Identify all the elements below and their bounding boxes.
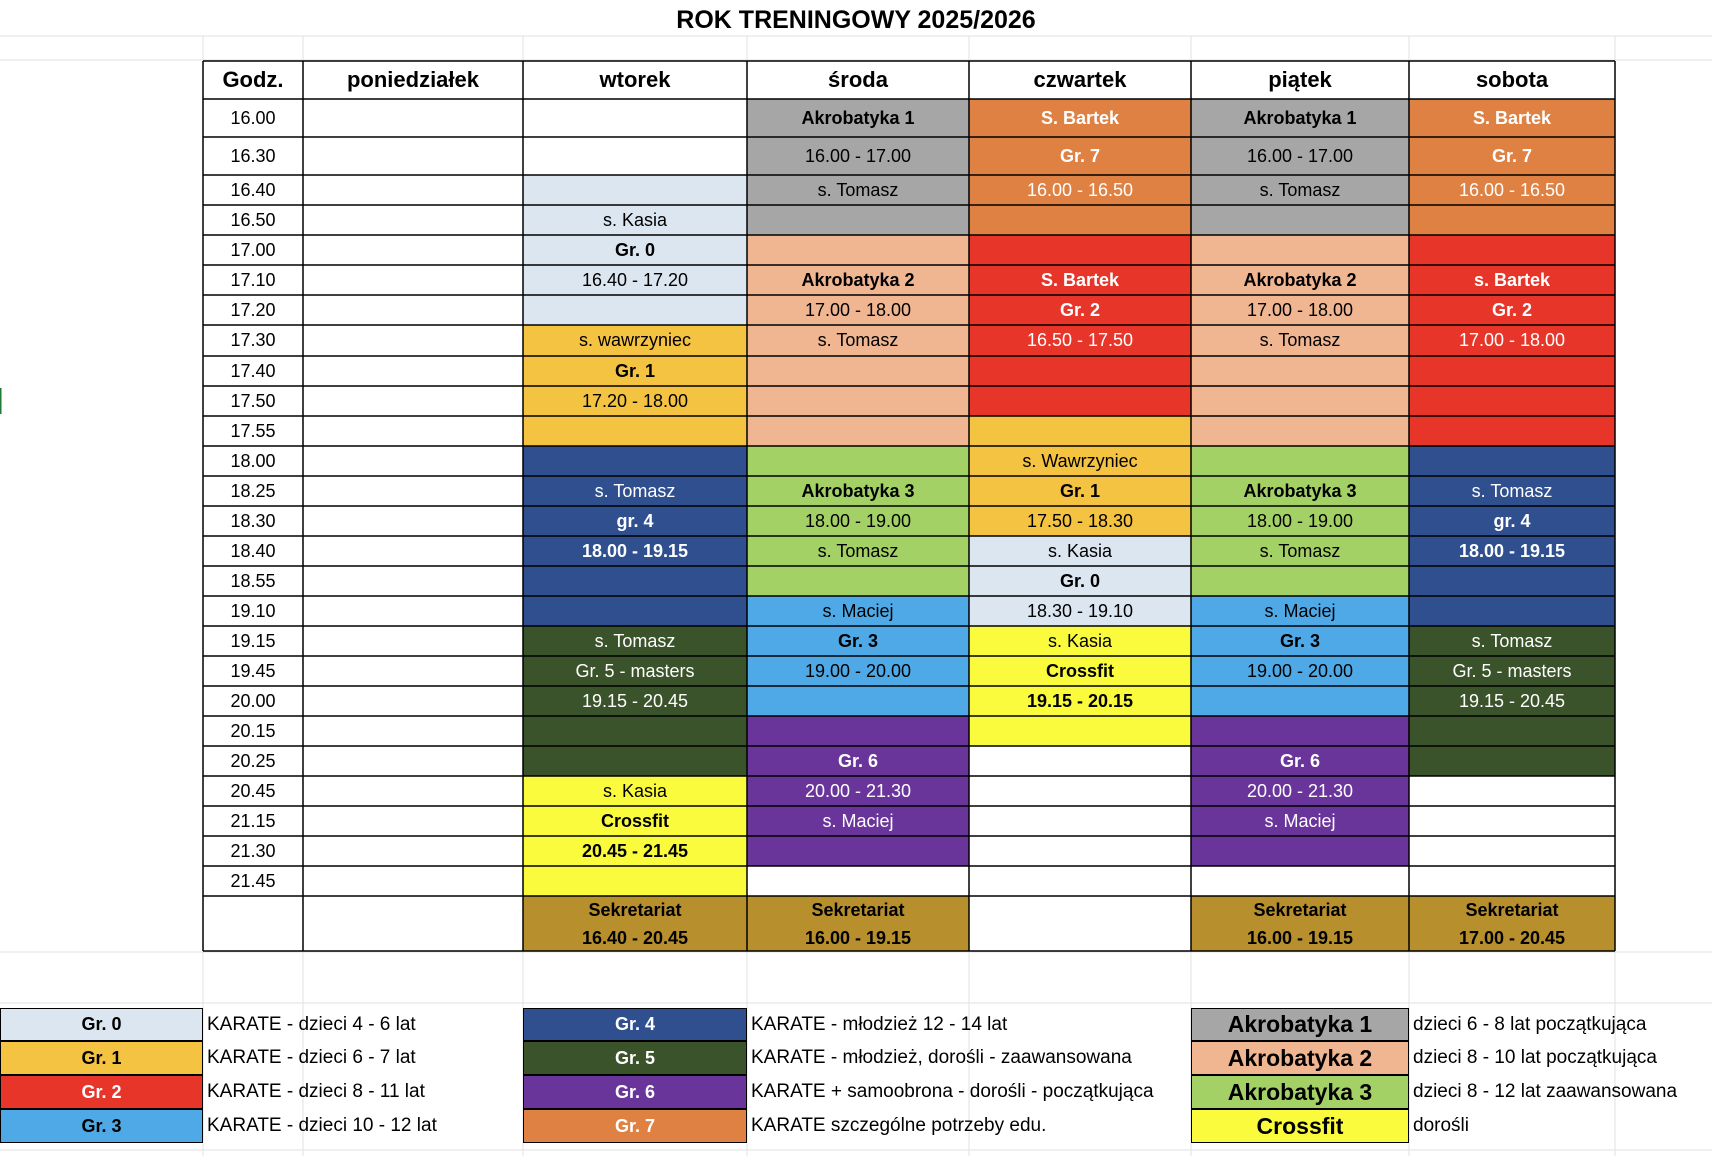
time-cell: 18.00: [230, 450, 276, 471]
mon-gr0-text: Gr. 0: [614, 239, 656, 260]
wed-crossfit-text: Crossfit: [1045, 660, 1114, 681]
tue-gr6-text: Gr. 6: [837, 750, 879, 771]
thu-gr3-text: s. Maciej: [1264, 600, 1336, 621]
legend-gr3-code: Gr. 3: [0, 1109, 203, 1143]
legend-gr6-desc: KARATE + samoobrona - dorośli - początkująca: [751, 1081, 1154, 1102]
fri-gr7-text: Gr. 7: [1491, 145, 1533, 166]
mon-gr4-text: gr. 4: [616, 510, 654, 531]
mon-gr1-text: s. wawrzyniec: [578, 330, 692, 350]
wed-gr0-text: Gr. 0: [1059, 570, 1101, 591]
time-cell: 21.45: [230, 870, 276, 891]
sekretariat-hours: 16.40 - 20.45: [581, 927, 689, 948]
sekretariat-label: Sekretariat: [588, 899, 682, 920]
mon-gr5-text: 19.15 - 20.45: [581, 690, 689, 711]
thu-gr6-text: 20.00 - 21.30: [1246, 780, 1354, 801]
legend-gr7-code: Gr. 7: [523, 1109, 747, 1143]
time-cell: 17.50: [230, 390, 276, 411]
time-cell: 16.50: [230, 209, 276, 230]
tue-gr3-text: s. Maciej: [822, 600, 894, 621]
tue-gr3-text: 19.00 - 20.00: [804, 660, 912, 681]
mon-gr5-text: s. Tomasz: [594, 630, 676, 651]
time-cell: 19.15: [230, 630, 276, 651]
time-cell: 16.40: [230, 179, 276, 200]
header-1: poniedziałek: [346, 67, 480, 92]
header-5: piątek: [1268, 67, 1332, 92]
wed-gr7-text: Gr. 7: [1059, 145, 1101, 166]
time-cell: 17.55: [230, 420, 276, 441]
legend-gr5-desc: KARATE - młodzież, dorośli - zaawansowana: [751, 1047, 1132, 1068]
sekretariat-tue: [747, 896, 969, 951]
time-cell: 17.40: [230, 360, 276, 381]
header-4: czwartek: [1033, 67, 1127, 92]
sekretariat-fri: [1409, 896, 1615, 951]
fri-gr4-text: gr. 4: [1493, 510, 1531, 531]
fri-gr2-text: s. Bartek: [1473, 269, 1551, 290]
tue-akro2-text: Akrobatyka 2: [801, 269, 915, 290]
time-cell: 17.20: [230, 299, 276, 320]
legend-gr1-code: Gr. 1: [0, 1041, 203, 1075]
legend-gr2-desc: KARATE - dzieci 8 - 11 lat: [207, 1081, 425, 1102]
wed-gr0-text: 18.30 - 19.10: [1026, 600, 1134, 621]
wed-gr0-text: s. Kasia: [1047, 540, 1113, 561]
thu-gr3-text: Gr. 3: [1279, 630, 1321, 651]
tue-akro1-text: 16.00 - 17.00: [804, 145, 912, 166]
mon-gr0-text: 16.40 - 17.20: [581, 269, 689, 290]
tue-akro3-text: Akrobatyka 3: [801, 480, 915, 501]
time-cell: 17.30: [230, 330, 276, 350]
legend-gr4-desc: KARATE - młodzież 12 - 14 lat: [751, 1013, 1008, 1035]
legend-crossfit-code: Crossfit: [1191, 1109, 1409, 1143]
tue-akro2-text: 17.00 - 18.00: [804, 299, 912, 320]
legend-akro2-code: Akrobatyka 2: [1191, 1041, 1409, 1075]
time-cell: 17.00: [230, 239, 276, 260]
sekretariat-label: Sekretariat: [1465, 899, 1559, 920]
legend-gr0-code: Gr. 0: [0, 1008, 203, 1041]
wed-gr2-text: Gr. 2: [1059, 299, 1101, 320]
time-cell: 21.30: [230, 840, 276, 861]
thu-akro3-text: Akrobatyka 3: [1243, 480, 1357, 501]
mon-crossfit-text: s. Kasia: [602, 780, 668, 801]
tue-akro3-text: s. Tomasz: [817, 540, 899, 561]
time-cell: 18.55: [230, 570, 276, 591]
sekretariat-hours: 16.00 - 19.15: [804, 927, 912, 948]
mon-gr4-text: 18.00 - 19.15: [581, 540, 689, 561]
thu-akro1-text: 16.00 - 17.00: [1246, 145, 1354, 166]
tue-gr6-text: 20.00 - 21.30: [804, 780, 912, 801]
tue-akro1-text: s. Tomasz: [817, 179, 899, 200]
wed-gr1-text: 17.50 - 18.30: [1026, 510, 1134, 531]
thu-akro3-text: 18.00 - 19.00: [1246, 510, 1354, 531]
legend-crossfit-desc: dorośli: [1413, 1115, 1469, 1136]
tue-akro3-text: 18.00 - 19.00: [804, 510, 912, 531]
time-cell: 20.00: [230, 690, 276, 711]
wed-gr7-text: S. Bartek: [1040, 107, 1120, 128]
thu-gr6-text: Gr. 6: [1279, 750, 1321, 771]
thu-gr3-text: 19.00 - 20.00: [1246, 660, 1354, 681]
legend-akro2-desc: dzieci 8 - 10 lat początkująca: [1413, 1047, 1657, 1068]
mon-crossfit-text: 20.45 - 21.45: [581, 840, 689, 861]
time-cell: 18.40: [230, 540, 276, 561]
tue-gr3-text: Gr. 3: [837, 630, 879, 651]
legend-gr3-desc: KARATE - dzieci 10 - 12 lat: [207, 1115, 437, 1136]
sekretariat-mon: [523, 896, 747, 951]
time-cell: 20.45: [230, 780, 276, 801]
fri-gr4-text: 18.00 - 19.15: [1458, 540, 1566, 561]
time-cell: 18.25: [230, 480, 276, 501]
legend-akro1-desc: dzieci 6 - 8 lat początkująca: [1413, 1013, 1647, 1035]
time-cell: 20.25: [230, 750, 276, 771]
legend-gr0-desc: KARATE - dzieci 4 - 6 lat: [207, 1013, 416, 1035]
tue-akro1-text: Akrobatyka 1: [801, 107, 915, 128]
tue-akro2-text: s. Tomasz: [817, 330, 899, 350]
legend-gr7-desc: KARATE szczególne potrzeby edu.: [751, 1115, 1047, 1136]
thu-akro2-text: s. Tomasz: [1259, 330, 1341, 350]
time-cell: 19.10: [230, 600, 276, 621]
mon-crossfit-text: Crossfit: [600, 810, 669, 831]
schedule-title: ROK TRENINGOWY 2025/2026: [676, 6, 1036, 34]
fri-gr4-text: s. Tomasz: [1471, 480, 1553, 501]
legend-gr4-code: Gr. 4: [523, 1008, 747, 1041]
fri-gr7-text: S. Bartek: [1472, 107, 1552, 128]
thu-akro1-text: Akrobatyka 1: [1243, 107, 1357, 128]
legend-gr1-desc: KARATE - dzieci 6 - 7 lat: [207, 1047, 416, 1068]
mon-gr1-text: 17.20 - 18.00: [581, 390, 689, 411]
time-cell: 18.30: [230, 510, 276, 531]
wed-gr1-text: s. Wawrzyniec: [1022, 450, 1138, 471]
mon-gr0-text: s. Kasia: [602, 209, 668, 230]
fri-gr5-text: 19.15 - 20.45: [1458, 690, 1566, 711]
legend-akro3-desc: dzieci 8 - 12 lat zaawansowana: [1413, 1081, 1678, 1102]
thu-akro2-text: Akrobatyka 2: [1243, 269, 1357, 290]
mon-gr4-text: s. Tomasz: [594, 480, 676, 501]
legend-akro1-code: Akrobatyka 1: [1191, 1008, 1409, 1041]
header-6: sobota: [1475, 67, 1549, 92]
mon-gr1-text: Gr. 1: [614, 360, 656, 381]
legend-gr5-code: Gr. 5: [523, 1041, 747, 1075]
sekretariat-label: Sekretariat: [811, 899, 905, 920]
time-cell: 17.10: [230, 269, 276, 290]
legend-gr2-code: Gr. 2: [0, 1075, 203, 1109]
mon-gr5-text: Gr. 5 - masters: [575, 660, 695, 681]
time-cell: 19.45: [230, 660, 276, 681]
header-0: Godz.: [222, 67, 284, 92]
wed-gr2-text: S. Bartek: [1040, 269, 1120, 290]
wed-gr7-text: 16.00 - 16.50: [1026, 179, 1134, 200]
sekretariat-label: Sekretariat: [1253, 899, 1347, 920]
header-3: środa: [828, 67, 888, 92]
wed-crossfit-text: s. Kasia: [1047, 630, 1113, 651]
tue-gr6-text: s. Maciej: [822, 810, 894, 831]
wed-crossfit-text: 19.15 - 20.15: [1026, 690, 1134, 711]
thu-akro1-text: s. Tomasz: [1259, 179, 1341, 200]
fri-gr5-text: Gr. 5 - masters: [1452, 660, 1572, 681]
time-cell: 16.00: [230, 107, 276, 128]
sekretariat-thu: [1191, 896, 1409, 951]
time-cell: 20.15: [230, 720, 276, 741]
fri-gr2-text: 17.00 - 18.00: [1458, 330, 1566, 350]
thu-akro2-text: 17.00 - 18.00: [1246, 299, 1354, 320]
sekretariat-hours: 17.00 - 20.45: [1458, 927, 1566, 948]
wed-gr2-text: 16.50 - 17.50: [1026, 330, 1134, 350]
legend-akro3-code: Akrobatyka 3: [1191, 1075, 1409, 1109]
time-cell: 16.30: [230, 145, 276, 166]
wed-gr1-text: Gr. 1: [1059, 480, 1101, 501]
header-2: wtorek: [599, 67, 671, 92]
thu-akro3-text: s. Tomasz: [1259, 540, 1341, 561]
fri-gr2-text: Gr. 2: [1491, 299, 1533, 320]
fri-gr7-text: 16.00 - 16.50: [1458, 179, 1566, 200]
time-cell: 21.15: [230, 810, 276, 831]
fri-gr5-text: s. Tomasz: [1471, 630, 1553, 651]
sekretariat-hours: 16.00 - 19.15: [1246, 927, 1354, 948]
legend-gr6-code: Gr. 6: [523, 1075, 747, 1109]
thu-gr6-text: s. Maciej: [1264, 810, 1336, 831]
